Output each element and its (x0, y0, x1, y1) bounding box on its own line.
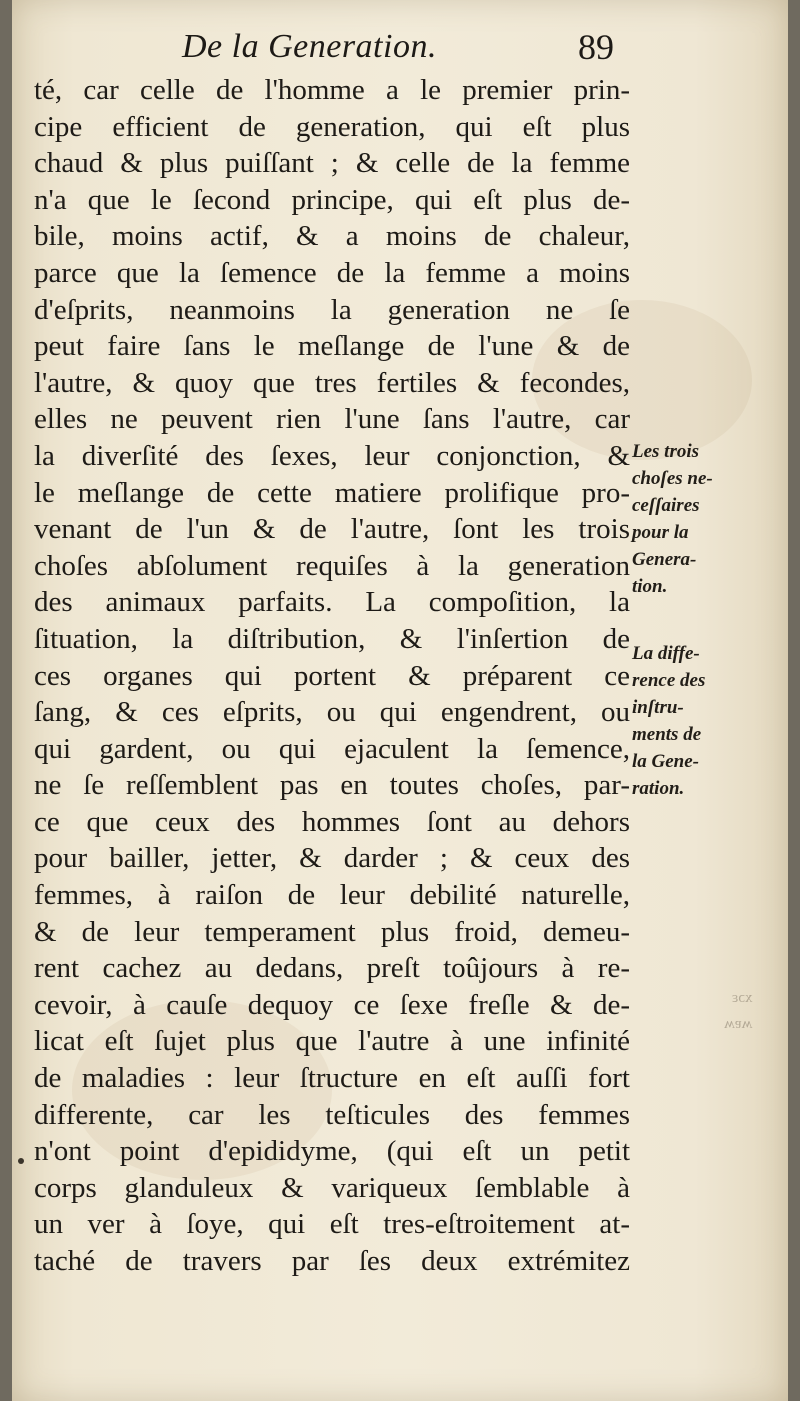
margin-note-line: la Gene- (632, 751, 700, 772)
text-line: femmes, à raiſon de leur debilité naturelle, (34, 879, 630, 912)
page-number: 89 (578, 27, 614, 67)
text-line: chaud & plus puiſſant ; & celle de la femme (34, 147, 630, 180)
body-text (34, 72, 630, 1280)
margin-note-line: choſes ne- (632, 468, 713, 489)
text-line: de maladies : leur ſtructure en eſt auſſi fort (34, 1062, 630, 1095)
margin-note-line: rence des (632, 670, 706, 691)
text-line: n'a que le ſecond principe, qui eſt plus de- (34, 183, 630, 216)
text-line: pour bailler, jetter, & darder ; & ceux des (34, 842, 630, 875)
text-line: corps glanduleux & variqueux ſemblable à (34, 1171, 630, 1204)
text-line: cevoir, à cauſe dequoy ce ſexe freſle & de- (34, 988, 630, 1021)
text-line: un ver à ſoye, qui eſt tres-eſtroitement at- (34, 1208, 630, 1241)
margin-note-generation (632, 438, 772, 600)
margin-note-line: ments de (632, 724, 702, 745)
ink-dot (18, 1158, 24, 1164)
margin-note-difference (632, 640, 772, 802)
text-line: ce que ceux des hommes ſont au dehors (34, 805, 630, 838)
text-line: bile, moins actif, & a moins de chaleur, (34, 220, 630, 253)
text-line: des animaux parfaits. La compoſition, la (34, 586, 630, 619)
book-page (12, 0, 788, 1401)
text-line: ſang, & ces eſprits, ou qui engendrent, ou (34, 696, 630, 729)
text-line: choſes abſolument requiſes à la generation (34, 549, 630, 582)
margin-note-line: pour la (632, 522, 689, 543)
margin-note-line: Genera- (632, 549, 697, 570)
text-line: qui gardent, ou qui ejaculent la ſemence, (34, 732, 630, 765)
show-through-text: ʍɐʍ (723, 1016, 752, 1032)
margin-note-line: La diffe- (632, 643, 700, 664)
margin-note-line: ceſſaires (632, 495, 700, 516)
text-line: le meſlange de cette matiere prolifique pro- (34, 476, 630, 509)
text-line: & de leur temperament plus froid, demeu- (34, 915, 630, 948)
running-title: De la Generation. (182, 28, 437, 65)
margin-note-line: inſtru- (632, 697, 684, 718)
text-line: taché de travers par ſes deux extrémitez (34, 1245, 630, 1277)
text-line: peut faire ſans le meſlange de l'une & de (34, 330, 630, 363)
text-line: differente, car les teſticules des femmes (34, 1098, 630, 1131)
text-line: d'eſprits, neanmoins la generation ne ſe (34, 293, 630, 326)
text-line: l'autre, & quoy que tres fertiles & fecondes, (34, 366, 630, 399)
text-line: ne ſe reſſemblent pas en toutes choſes, par- (34, 769, 630, 802)
text-line: ces organes qui portent & préparent ce (34, 659, 630, 692)
running-head (12, 28, 788, 72)
show-through-text: xɔɛ (731, 990, 752, 1006)
text-line: té, car celle de l'homme a le premier prin- (34, 74, 630, 106)
margin-note-line: tion. (632, 576, 668, 597)
text-line: elles ne peuvent rien l'une ſans l'autre, car (34, 403, 630, 436)
text-line: rent cachez au dedans, preſt toûjours à re- (34, 952, 630, 985)
text-line: ſituation, la diſtribution, & l'inſertion de (34, 622, 630, 655)
text-line: la diverſité des ſexes, leur conjonction, & (34, 439, 630, 472)
text-line: venant de l'un & de l'autre, ſont les trois (34, 513, 630, 546)
text-line: licat eſt ſujet plus que l'autre à une infinité (34, 1025, 630, 1058)
text-line: n'ont point d'epididyme, (qui eſt un petit (34, 1135, 630, 1168)
text-line: cipe efficient de generation, qui eſt plus (34, 110, 630, 143)
margin-note-line: Les trois (632, 441, 700, 462)
text-line: parce que la ſemence de la femme a moins (34, 256, 630, 289)
margin-note-line: ration. (632, 778, 685, 799)
